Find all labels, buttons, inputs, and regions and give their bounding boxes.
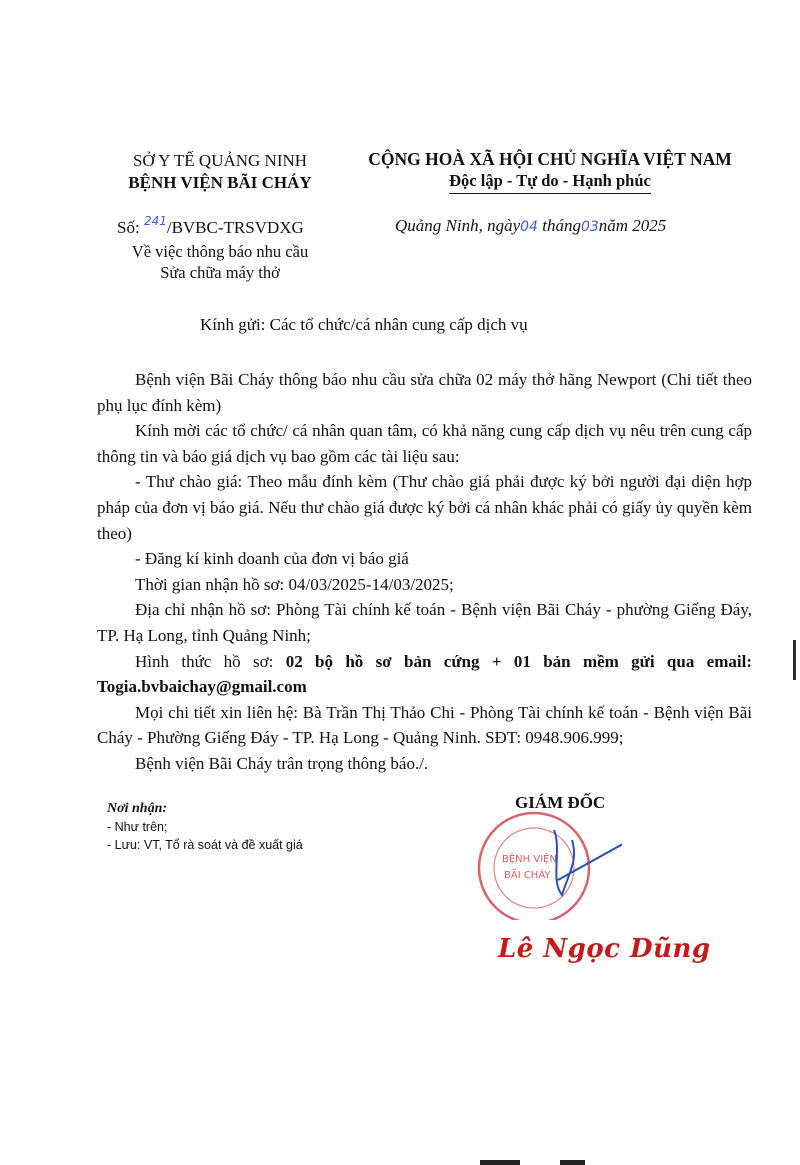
paragraph-4: - Đăng kí kinh doanh của đơn vị báo giá [135, 549, 409, 569]
subject-line-2: Sửa chữa máy thở [160, 263, 280, 282]
scan-edge-mark [793, 640, 796, 680]
parent-organization: SỞ Y TẾ QUẢNG NINH [132, 151, 308, 170]
subject-line-1: Về việc thông báo nhu cầu [131, 242, 309, 261]
paragraph-1: Bệnh viện Bãi Cháy thông báo nhu cầu sửa chữa 02 máy thở hãng Newport (Chi tiết theo phụ lục đính kèm) [97, 370, 752, 415]
signer-name: Lê Ngọc Dũng [498, 934, 711, 964]
paragraph-5: Thời gian nhận hồ sơ: 04/03/2025-14/03/2025; [135, 574, 454, 594]
scan-bottom-mark [560, 1160, 585, 1165]
issuer-block [95, 150, 345, 194]
recipients-block [107, 800, 303, 854]
paragraph-2: Kính mời các tổ chức/ cá nhân quan tâm, có khả năng cung cấp dịch vụ nêu trên cung cấp thông tin và báo giá dịch vụ bao gồm các tài liệu sau: [97, 421, 752, 466]
date-line [395, 216, 666, 236]
date-day: 04 [520, 219, 538, 235]
number-suffix: /BVBC-TRSVDXG [166, 218, 304, 237]
document-subject [95, 241, 345, 283]
date-year: năm 2025 [598, 216, 667, 235]
paragraph-3: - Thư chào giá: Theo mẫu đính kèm (Thư chào giá phải được ký bởi người đại diện hợp pháp của đơn vị báo giá. Nếu thư chào giá được ký bởi cá nhân khác phải có giấy ủy quyền kèm theo) [97, 472, 752, 543]
paragraph-7 [97, 649, 752, 700]
official-stamp [462, 800, 622, 920]
document-number [117, 214, 304, 238]
date-month: 03 [580, 219, 599, 235]
recipients-title: Nơi nhận: [107, 801, 168, 816]
scan-bottom-mark [480, 1160, 520, 1165]
signer-title: GIÁM ĐỐC [515, 793, 606, 812]
paragraph-9: Bệnh viện Bãi Cháy trân trọng thông báo./. [135, 753, 429, 773]
dossier-form-label: Hình thức hồ sơ: [135, 651, 286, 671]
handwritten-signature [554, 830, 622, 895]
date-place: Quảng Ninh, ngày [395, 216, 521, 235]
stamp-text-top: BỆNH VIỆN [502, 854, 557, 865]
paragraph-8: Mọi chi tiết xin liên hệ: Bà Trần Thị Thảo Chi - Phòng Tài chính kế toán - Bệnh viện Bãi Cháy - Phường Giếng Đáy - TP. Hạ Long - Quảng Ninh. SĐT: 0948.906.999; [97, 702, 752, 748]
national-header [355, 148, 745, 194]
dossier-form-detail: 02 bộ hồ sơ bản cứng + 01 bản mềm gửi qua email: Togia.bvbaichay@gmail.com [97, 651, 753, 697]
stamp-text-bottom: BÃI CHÁY [504, 870, 551, 881]
paragraph-6: Địa chỉ nhận hồ sơ: Phòng Tài chính kế toán - Bệnh viện Bãi Cháy - phường Giếng Đáy, TP. Hạ Long, tỉnh Quảng Ninh; [97, 600, 752, 645]
recipient-item: - Lưu: VT, Tổ rà soát và đề xuất giá [107, 838, 303, 852]
greeting: Kính gửi: Các tổ chức/cá nhân cung cấp dịch vụ [200, 315, 528, 334]
hospital-name: BỆNH VIỆN BÃI CHÁY [128, 173, 312, 192]
nation-title: CỘNG HOÀ XÃ HỘI CHỦ NGHĨA VIỆT NAM [368, 149, 732, 169]
document-body [97, 367, 752, 777]
motto: Độc lập - Tự do - Hạnh phúc [449, 170, 651, 194]
number-handwritten: 241 [143, 214, 167, 228]
number-prefix: Số: [117, 218, 140, 237]
date-month-label: tháng [542, 216, 581, 235]
recipient-item: - Như trên; [107, 820, 168, 834]
